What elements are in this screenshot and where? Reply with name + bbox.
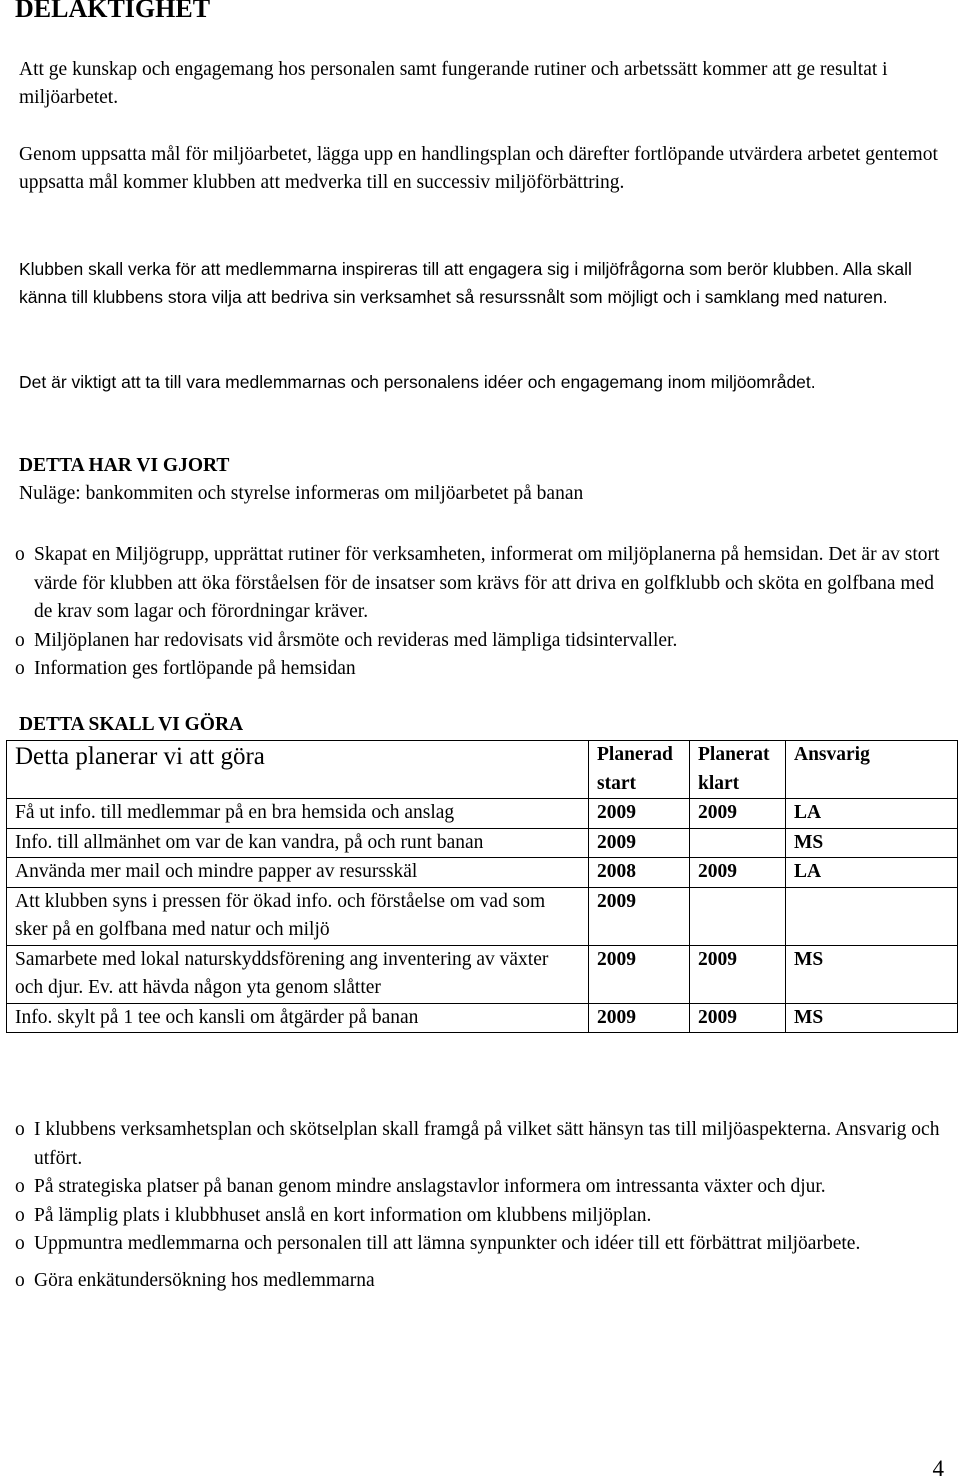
list-item: o Information ges fortlöpande på hemsidan (15, 655, 940, 684)
list-item: o På lämplig plats i klubbhuset anslå en kort information om klubbens miljöplan. (15, 1202, 940, 1231)
bullet-marker: o (15, 658, 25, 679)
table-cell: Få ut info. till medlemmar på en bra hemsida och anslag (7, 799, 589, 829)
table-cell: 2009 (589, 1003, 690, 1033)
bullet-marker: o (15, 544, 25, 565)
page-title: DELAKTIGHET (15, 0, 211, 23)
club-paragraph: Klubben skall verka för att medlemmarna inspireras till att engagera sig i miljöfrågorna som berör klubben. Alla skall känna till klubbens stora vilja att bedriva sin verksamhet så resurssnålt som möjligt och i samklang med naturen. (19, 259, 912, 307)
table-cell: Att klubben syns i pressen för ökad info. och förståelse om vad som sker på en golfbana med natur och miljö (7, 887, 589, 945)
bullet-marker: o (15, 1176, 25, 1197)
table-row (7, 858, 958, 888)
table-row (7, 799, 958, 829)
column-header-plan: Detta planerar vi att göra (7, 741, 589, 799)
table-cell (690, 887, 786, 945)
table-cell: 2009 (690, 799, 786, 829)
bullet-marker: o (15, 1119, 25, 1140)
list-item: o I klubbens verksamhetsplan och skötselplan skall framgå på vilket sätt hänsyn tas till miljöaspekterna. Ansvarig och utfört. (15, 1116, 940, 1173)
table-cell: 2008 (589, 858, 690, 888)
table-cell: MS (786, 828, 958, 858)
table-cell: MS (786, 945, 958, 1003)
plan-heading: DETTA SKALL VI GÖRA (19, 714, 244, 735)
table-cell: Använda mer mail och mindre papper av resursskäl (7, 858, 589, 888)
plan-table (6, 740, 958, 1033)
table-cell: Samarbete med lokal naturskyddsförening ang inventering av växter och djur. Ev. att hävda någon yta genom slåtter (7, 945, 589, 1003)
list-item: o Miljöplanen har redovisats vid årsmöte och revideras med lämpliga tidsintervaller. (15, 627, 940, 656)
table-cell (786, 887, 958, 945)
table-cell: 2009 (690, 1003, 786, 1033)
done-heading: DETTA HAR VI GJORT (19, 455, 230, 476)
ideas-paragraph: Det är viktigt att ta till vara medlemmarnas och personalens idéer och engagemang inom miljöområdet. (19, 372, 816, 392)
table-cell: 2009 (690, 945, 786, 1003)
bullet-marker: o (15, 629, 25, 651)
table-cell (690, 828, 786, 858)
table-header-row (7, 741, 958, 799)
plan-list (15, 1116, 940, 1295)
table-cell: 2009 (589, 945, 690, 1003)
table-row (7, 945, 958, 1003)
intro-paragraph: Att ge kunskap och engagemang hos personalen samt fungerande rutiner och arbetssätt kommer att ge resultat i miljöarbetet. (19, 59, 888, 108)
table-cell: 2009 (589, 799, 690, 829)
table-cell: 2009 (690, 858, 786, 888)
table-cell: Info. skylt på 1 tee och kansli om åtgärder på banan (7, 1003, 589, 1033)
list-item: o Skapat en Miljögrupp, upprättat rutiner för verksamheten, informerat om miljöplanerna på hemsidan. Det är av stort värde för klubben att öka förståelsen för de insatser som krävs för att driva en golfklubb och sköta en golfbana med de krav som lagar och förordningar kräver. (15, 541, 940, 627)
done-list (15, 541, 940, 684)
bullet-marker: o (15, 1269, 25, 1291)
column-header-klart: Planerat klart (690, 741, 786, 799)
goals-paragraph: Genom uppsatta mål för miljöarbetet, lägga upp en handlingsplan och därefter fortlöpande utvärdera arbetet gentemot uppsatta mål kommer klubben att medverka till en successiv miljöförbättring. (19, 144, 938, 193)
column-header-start: Planerad start (589, 741, 690, 799)
bullet-marker: o (15, 1204, 25, 1226)
table-row (7, 1003, 958, 1033)
status-text: Nuläge: bankommiten och styrelse informeras om miljöarbetet på banan (19, 483, 584, 504)
column-header-ansvarig: Ansvarig (786, 741, 958, 799)
table-cell: 2009 (589, 887, 690, 945)
table-row (7, 887, 958, 945)
list-item: o Uppmuntra medlemmarna och personalen till att lämna synpunkter och idéer till ett förbättrat miljöarbete. (15, 1230, 940, 1259)
bullet-marker: o (15, 1233, 25, 1254)
table-row (7, 828, 958, 858)
table-cell: Info. till allmänhet om var de kan vandra, på och runt banan (7, 828, 589, 858)
list-item: o Göra enkätundersökning hos medlemmarna (15, 1267, 940, 1296)
table-cell: LA (786, 858, 958, 888)
list-item: o På strategiska platser på banan genom mindre anslagstavlor informera om intressanta växter och djur. (15, 1173, 940, 1202)
page-number: 4 (932, 1456, 944, 1481)
table-cell: LA (786, 799, 958, 829)
table-cell: 2009 (589, 828, 690, 858)
table-cell: MS (786, 1003, 958, 1033)
